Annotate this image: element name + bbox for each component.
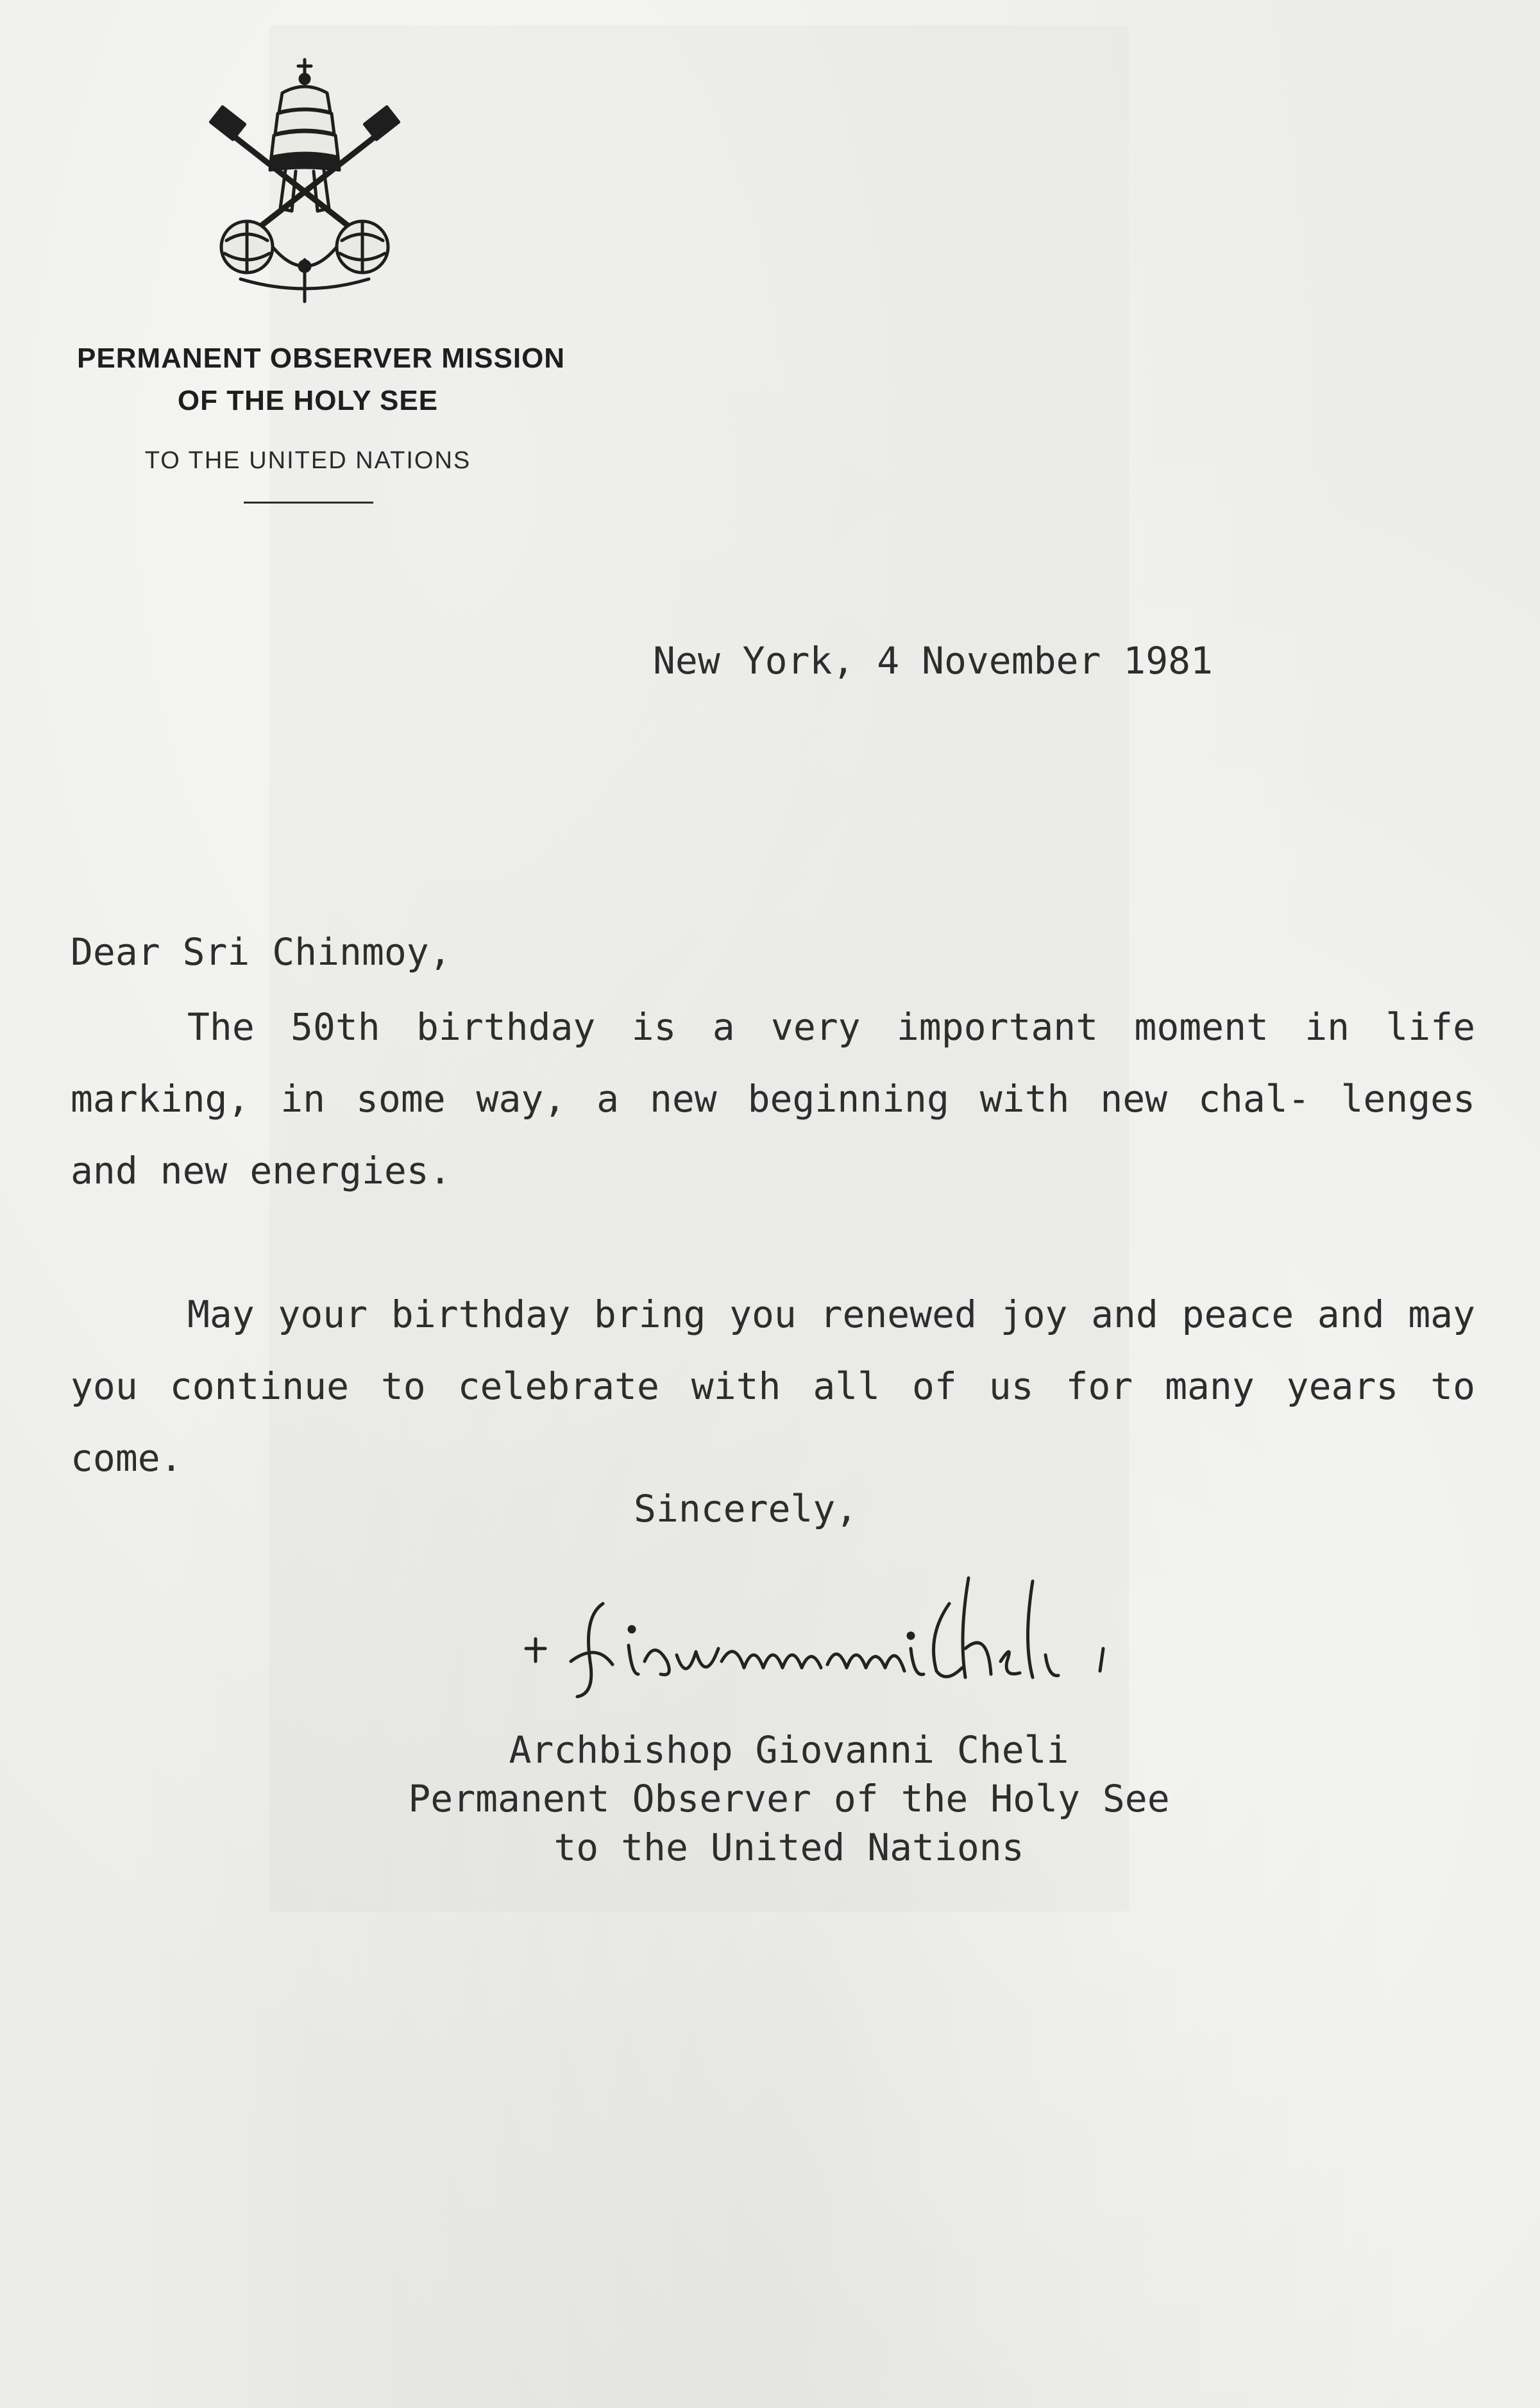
letterhead-rule [244,502,373,504]
signatory-title: Permanent Observer of the Holy See [408,1777,1170,1820]
signatory-name: Archbishop Giovanni Cheli [509,1728,1069,1772]
letter-date: New York, 4 November 1981 [653,639,1213,683]
mission-name-line-1: PERMANENT OBSERVER MISSION [77,343,566,374]
signature-block [321,1725,1257,1872]
letter-paragraph: The 50th birthday is a very important moment in life marking, in some way, a new beginning with new chal- lenges and new energies. [71,1005,1475,1192]
papal-crest-icon [202,55,407,305]
signatory-organization: to the United Nations [554,1826,1024,1869]
letter-salutation: Dear Sri Chinmoy, [71,930,452,974]
letter-paragraph: May your birthday bring you renewed joy and peace and may you continue to celebrate with all of us for many years to come. [71,1293,1475,1480]
handwritten-signature-icon [500,1565,1257,1719]
letter-closing: Sincerely, [634,1487,858,1530]
mission-name-line-3: TO THE UNITED NATIONS [144,447,471,474]
mission-name-line-2: OF THE HOLY SEE [177,385,439,416]
